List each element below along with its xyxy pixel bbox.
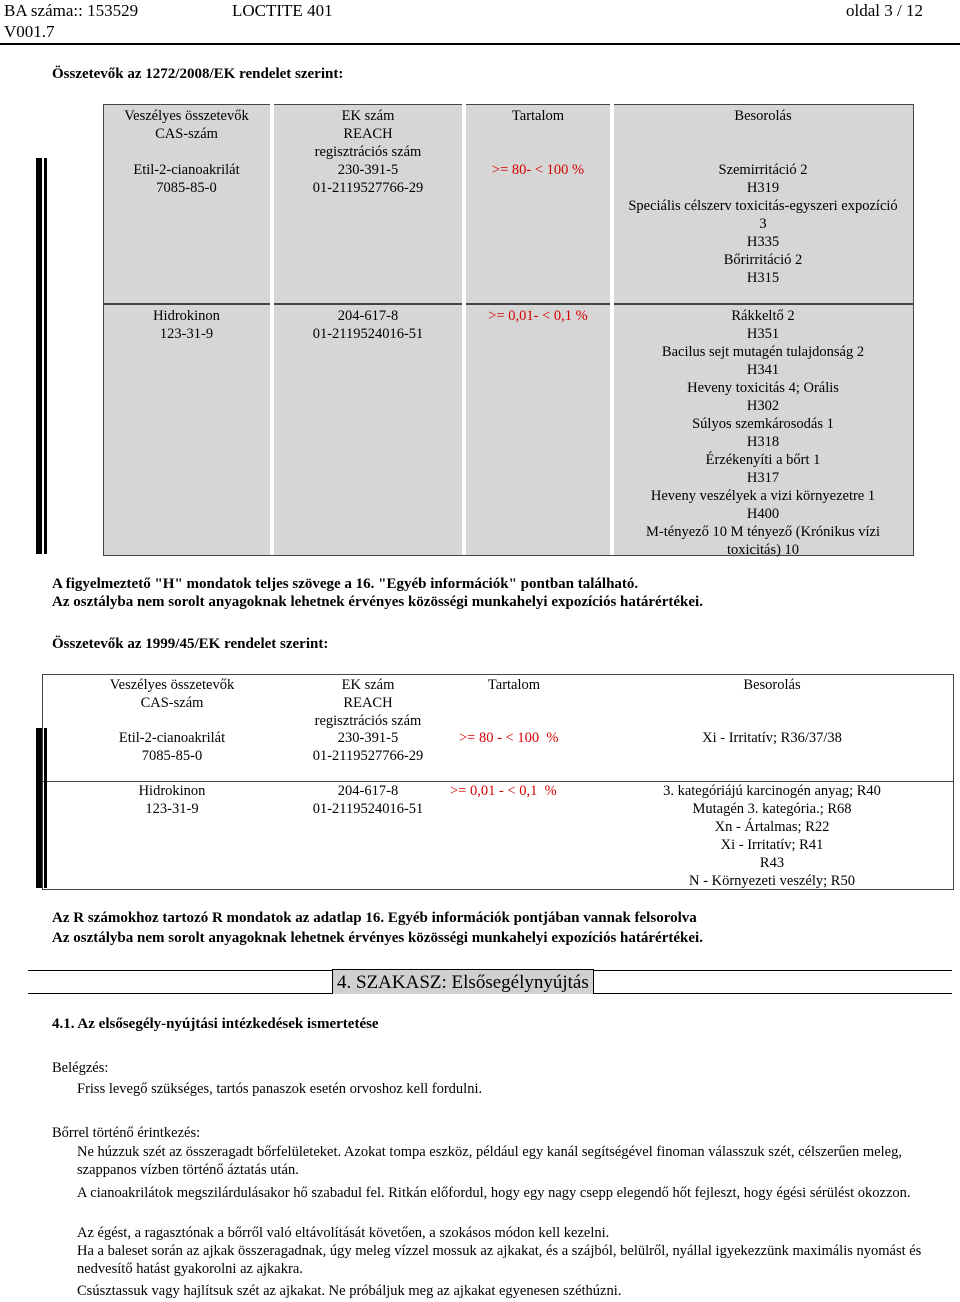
- skin-contact-label: Bőrrel történő érintkezés:: [52, 1125, 201, 1141]
- table2-row2-ek: 204-617-8 01-2119524016-51: [312, 783, 424, 817]
- section2-title: Összetevők az 1999/45/EK rendelet szerint:: [52, 636, 329, 652]
- inhalation-text: Friss levegő szükséges, tartós panaszok esetén orvoshoz kell fordulni.: [77, 1081, 483, 1097]
- table1-row1-classification: Szemirritáció 2 H319 Speciális célszerv toxicitás-egyszeri expozíció 3 H335 Bőrirritáció 2 H315: [628, 162, 898, 286]
- table2-row2-substance: Hidrokinon 123-31-9: [138, 783, 206, 817]
- skin-paragraph-2: A cianoakrilátok megszilárdulásakor hő szabadul fel. Ritkán előfordul, hogy egy nagy csepp elegendő hőt fejleszt, hogy égési sérülést okozzon.: [77, 1185, 911, 1201]
- table1-row2-classification: Rákkeltő 2 H351 Bacilus sejt mutagén tulajdonság 2 H341 Heveny toxicitás 4; Orális H302 Súlyos szemkárosodás 1 H318 Érzékenyíti a bőrt 1 H317 Heveny veszélyek a vizi környezetre 1 H400 M-tényező 10 M tényező (Krónikus vízi toxicitás) 10: [646, 308, 880, 558]
- skin-paragraph-3: Az égést, a ragasztónak a bőrről való eltávolítását követően, a szokásos módon kell kezelni.: [77, 1225, 610, 1241]
- row-marker-bar: [36, 158, 42, 554]
- inhalation-label: Belégzés:: [52, 1060, 109, 1076]
- document-number: BA száma:: 153529: [4, 1, 139, 20]
- table2-row1-content: >= 80 - < 100 %: [459, 730, 559, 746]
- section2-note-r-phrases: Az R számokhoz tartozó R mondatok az adatlap 16. Egyéb információk pontjában vannak felsorolva: [52, 910, 697, 926]
- section1-note-exposure: Az osztályba nem sorolt anyagoknak lehetnek érvényes közösségi munkahelyi expozíciós határértékei.: [52, 594, 703, 610]
- skin-paragraph-5: Csúsztassuk vagy hajlítsuk szét az ajkakat. Ne próbáljuk meg az ajkakat egyenesen széthúzni.: [77, 1283, 622, 1299]
- page-number: oldal 3 / 12: [846, 1, 923, 20]
- table1-row2-substance: Hidrokinon 123-31-9: [153, 308, 220, 342]
- table1-row1-substance: Etil-2-cianoakrilát 7085-85-0: [133, 162, 240, 196]
- section1-note-h-phrases: A figyelmeztető "H" mondatok teljes szövege a 16. "Egyéb információk" pontban található.: [52, 576, 639, 592]
- table1-row2-ek: 204-617-8 01-2119524016-51: [312, 308, 424, 342]
- skin-paragraph-1: Ne húzzuk szét az összeragadt bőrfelületeket. Azokat tompa eszköz, például egy kanál segítségével finoman válasszuk szét, célszerűen meleg, szappanos vízben történő áztatás után.: [77, 1144, 902, 1179]
- table1-row1-ek: 230-391-5 01-2119527766-29: [312, 162, 424, 196]
- table1-header-classification: Besorolás: [734, 108, 792, 124]
- table2-row1-classification: Xi - Irritatív; R36/37/38: [702, 730, 842, 746]
- section1-title: Összetevők az 1272/2008/EK rendelet szerint:: [52, 66, 344, 82]
- table1-header-content: Tartalom: [511, 108, 565, 124]
- table1-row1-content: >= 80- < 100 %: [491, 162, 585, 178]
- table1-header-ek: EK szám REACH regisztrációs szám: [314, 108, 422, 160]
- section2-note-exposure: Az osztályba nem sorolt anyagoknak lehetnek érvényes közösségi munkahelyi expozíciós határértékei.: [52, 930, 703, 946]
- section4-subtitle: 4.1. Az elsősegély-nyújtási intézkedések ismertetése: [52, 1016, 379, 1032]
- table1-row2-content: >= 0,01- < 0,1 %: [488, 308, 588, 324]
- table2-row2-classification: 3. kategóriájú karcinogén anyag; R40 Mutagén 3. kategória.; R68 Xn - Ártalmas; R22 Xi - Irritatív; R41 R43 N - Környezeti veszély; R50: [663, 783, 881, 889]
- section4-title: 4. SZAKASZ: Elsősegélynyújtás: [332, 969, 594, 994]
- document-version: V001.7: [4, 22, 55, 41]
- skin-paragraph-4: Ha a baleset során az ajkak összeragadnak, úgy meleg vízzel mossuk az ajkakat, és a szájból, belülről, nyállal igyekezzünk maximális nyomást és nedvesítő hatást gyakorolni az ajkakra.: [77, 1243, 922, 1278]
- table2-header-ek: EK szám REACH regisztrációs szám: [314, 677, 422, 729]
- table2-header-content: Tartalom: [487, 677, 541, 693]
- row-marker-bar: [36, 728, 42, 888]
- header-rule: [0, 43, 960, 45]
- table2-row1-ek: 230-391-5 01-2119527766-29: [312, 730, 424, 764]
- table2-header-classification: Besorolás: [743, 677, 801, 693]
- table2-row2-content: >= 0,01 - < 0,1 %: [450, 783, 557, 799]
- table2-row1-substance: Etil-2-cianoakrilát 7085-85-0: [118, 730, 226, 764]
- table1-header-substance: Veszélyes összetevők CAS-szám: [124, 108, 249, 142]
- product-name: LOCTITE 401: [232, 1, 333, 20]
- table2-header-substance: Veszélyes összetevők CAS-szám: [109, 677, 235, 711]
